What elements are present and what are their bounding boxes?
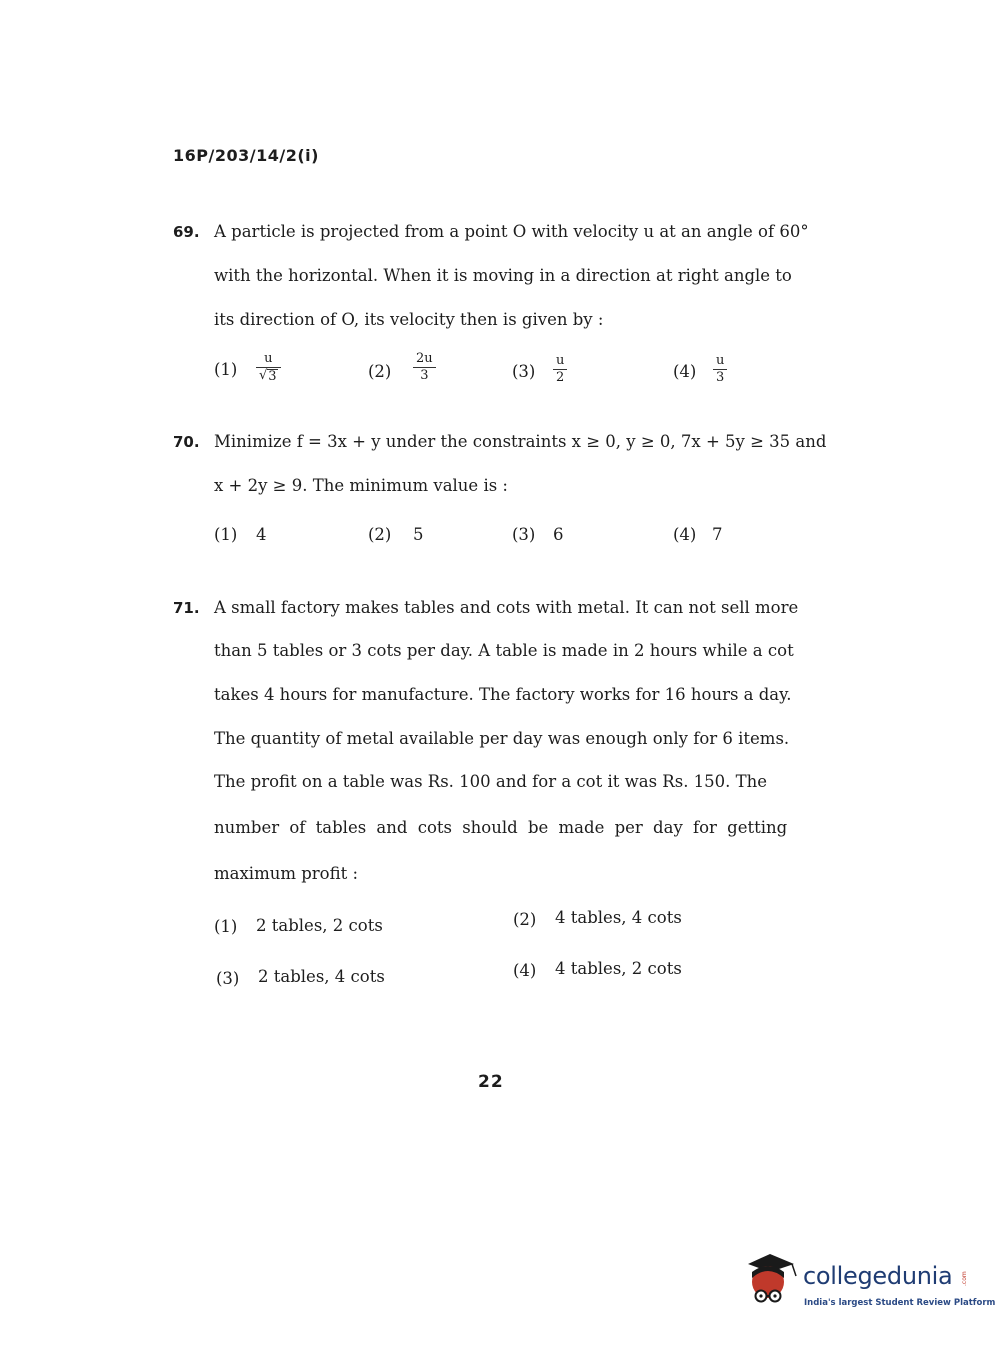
option-label: (4) [673, 525, 697, 544]
question-text-line: with the horizontal. When it is moving in a direction at right angle to [214, 266, 792, 285]
sqrt-sign: √ [259, 368, 268, 384]
logo-suffix: .com [961, 1271, 968, 1286]
option-label: (3) [216, 969, 240, 988]
question-text-line: The profit on a table was Rs. 100 and for a cot it was Rs. 150. The [214, 772, 768, 791]
option-label: (1) [214, 360, 238, 379]
question-text-line: takes 4 hours for manufacture. The factory works for 16 hours a day. [214, 685, 792, 704]
fraction-numerator: u [556, 353, 565, 368]
question-text-line: Minimize f = 3x + y under the constraints x ≥ 0, y ≥ 0, 7x + 5y ≥ 35 and [214, 432, 827, 451]
option-label: (3) [512, 362, 536, 381]
question-number: 69. [173, 223, 200, 241]
page-number: 22 [478, 1072, 504, 1092]
question-text-line: number of tables and cots should be made per day for getting [214, 818, 788, 837]
question-number: 71. [173, 599, 200, 617]
option-2-fraction [413, 347, 436, 384]
radicand: 3 [268, 369, 277, 385]
option-label: (1) [214, 917, 238, 936]
question-text-line: its direction of O, its velocity then is given by : [214, 310, 604, 329]
option-text: 6 [553, 525, 564, 544]
option-label: (4) [673, 362, 697, 381]
question-text-line: maximum profit : [214, 864, 359, 883]
question-text-line: than 5 tables or 3 cots per day. A table is made in 2 hours while a cot [214, 641, 794, 660]
option-text: 2 tables, 2 cots [256, 916, 383, 935]
fraction-denominator: 3 [716, 370, 725, 386]
fraction-numerator: u [716, 353, 725, 368]
question-text-line: A particle is projected from a point O with velocity u at an angle of 60° [214, 222, 809, 241]
question-text-line: x + 2y ≥ 9. The minimum value is : [214, 476, 508, 495]
fraction-denominator: 2 [556, 370, 565, 386]
option-text: 4 tables, 2 cots [555, 959, 682, 978]
option-label: (2) [513, 910, 537, 929]
question-text-line: A small factory makes tables and cots with metal. It can not sell more [214, 598, 799, 617]
option-1-fraction [256, 347, 281, 385]
logo-wordmark: collegedunia [803, 1262, 953, 1290]
option-text: 4 [256, 525, 267, 544]
question-number: 70. [173, 433, 200, 451]
option-3-fraction [553, 349, 567, 386]
option-text: 5 [413, 525, 424, 544]
question-text-line: The quantity of metal available per day was enough only for 6 items. [214, 729, 790, 748]
fraction-numerator: u [264, 351, 273, 366]
option-label: (4) [513, 961, 537, 980]
fraction-numerator: 2u [416, 351, 433, 366]
fraction-denominator: 3 [420, 368, 429, 384]
paper-code: 16P/203/14/2(i) [173, 146, 319, 165]
option-label: (1) [214, 525, 238, 544]
option-text: 4 tables, 4 cots [555, 908, 682, 927]
option-4-fraction [713, 349, 727, 386]
option-label: (2) [368, 362, 392, 381]
option-text: 2 tables, 4 cots [258, 967, 385, 986]
option-text: 7 [712, 525, 723, 544]
option-label: (2) [368, 525, 392, 544]
logo-tagline: India's largest Student Review Platform [804, 1298, 996, 1308]
fraction-denominator [256, 368, 281, 384]
option-label: (3) [512, 525, 536, 544]
